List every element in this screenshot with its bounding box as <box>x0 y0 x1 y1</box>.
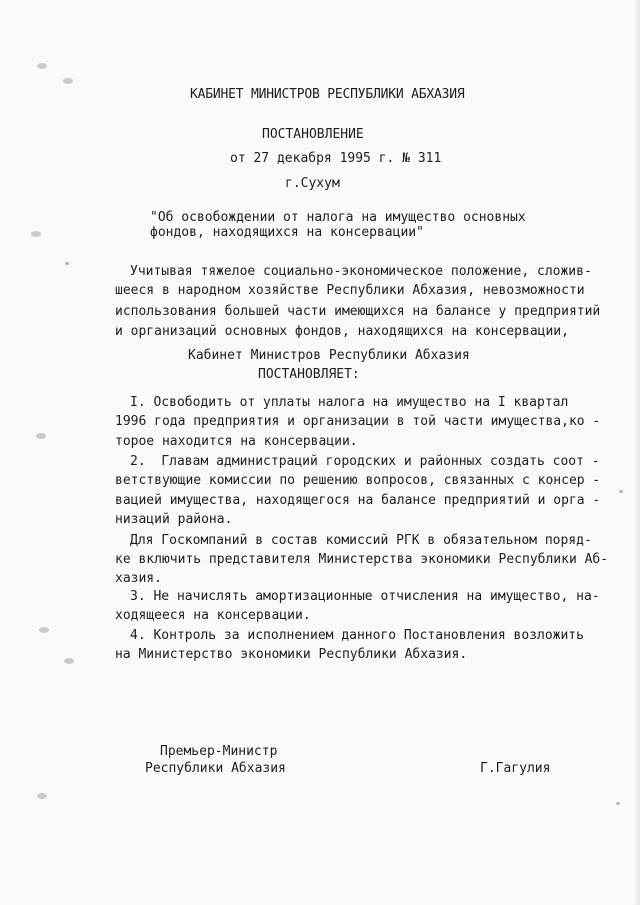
document-subject-line-1: "Об освобождении от налога на имущество основных <box>150 210 526 225</box>
resolves-heading: ПОСТАНОВЛЯЕТ: <box>258 367 360 382</box>
preamble-line-1: Учитывая тяжелое социально-экономическое положение, сложив- <box>130 264 592 279</box>
scan-speck <box>616 802 620 805</box>
item-3-line-1: 3. Не начислять амортизационные отчисления на имущество, на- <box>130 589 600 604</box>
item-4-line-2: на Министерство экономики Республики Абхазия. <box>115 647 468 662</box>
item-2-line-4: низаций района. <box>115 512 233 527</box>
signatory-title-line-2: Республики Абхазия <box>145 761 286 776</box>
item-4-line-1: 4. Контроль за исполнением данного Постановления возложить <box>130 628 584 643</box>
resolving-body: Кабинет Министров Республики Абхазия <box>188 348 470 363</box>
signatory-title-line-1: Премьер-Министр <box>160 744 278 759</box>
item-2-line-1: 2. Главам администраций городских и районных создать соот - <box>130 454 600 469</box>
signatory-name: Г.Гагулия <box>480 761 551 776</box>
scan-speck <box>619 490 623 493</box>
preamble-line-2: шееся в народном хозяйстве Республики Абхазия, невозможности <box>115 283 585 298</box>
item-3-line-2: ходящееся на консервации. <box>115 608 311 623</box>
preamble-line-4: и организаций основных фондов, находящихся на консервации, <box>115 324 569 339</box>
binding-hole-mark <box>63 78 73 84</box>
binding-hole-mark <box>36 433 46 439</box>
page-edge-shadow <box>633 0 640 905</box>
item-1-line-3: торое находится на консервации. <box>115 434 358 449</box>
binding-hole-mark <box>39 627 49 633</box>
item-2-extra-line-2: ке включить представителя Министерства экономики Республики Аб- <box>115 552 609 567</box>
item-2-line-3: вацией имущества, находящегося на балансе предприятий и орга - <box>115 493 601 508</box>
item-2-extra-line-3: хазия. <box>115 571 162 586</box>
binding-hole-mark <box>64 658 74 664</box>
item-2-line-2: ветствующие комиссии по решению вопросов, связанных с консер - <box>115 473 601 488</box>
item-1-line-2: 1996 года предприятия и организации в той части имущества,ко - <box>115 414 601 429</box>
binding-hole-mark <box>37 63 47 69</box>
item-1-line-1: I. Освободить от уплаты налога на имущество на I квартал <box>130 395 569 410</box>
document-city: г.Сухум <box>285 176 340 191</box>
document-subject-line-2: фондов, находящихся на консервации" <box>150 225 424 240</box>
binding-hole-mark <box>37 793 47 799</box>
scan-speck <box>65 262 69 265</box>
binding-hole-mark <box>31 231 41 237</box>
item-2-extra-line-1: Для Госкомпаний в состав комиссий РГК в обязательном поряд- <box>130 533 592 548</box>
document-type: ПОСТАНОВЛЕНИЕ <box>262 127 364 142</box>
document-date: от 27 декабря 1995 г. № 311 <box>230 151 442 166</box>
preamble-line-3: использования большей части имеющихся на балансе у предприятий <box>115 304 601 319</box>
document-header: КАБИНЕТ МИНИСТРОВ РЕСПУБЛИКИ АБХАЗИЯ <box>190 87 465 102</box>
